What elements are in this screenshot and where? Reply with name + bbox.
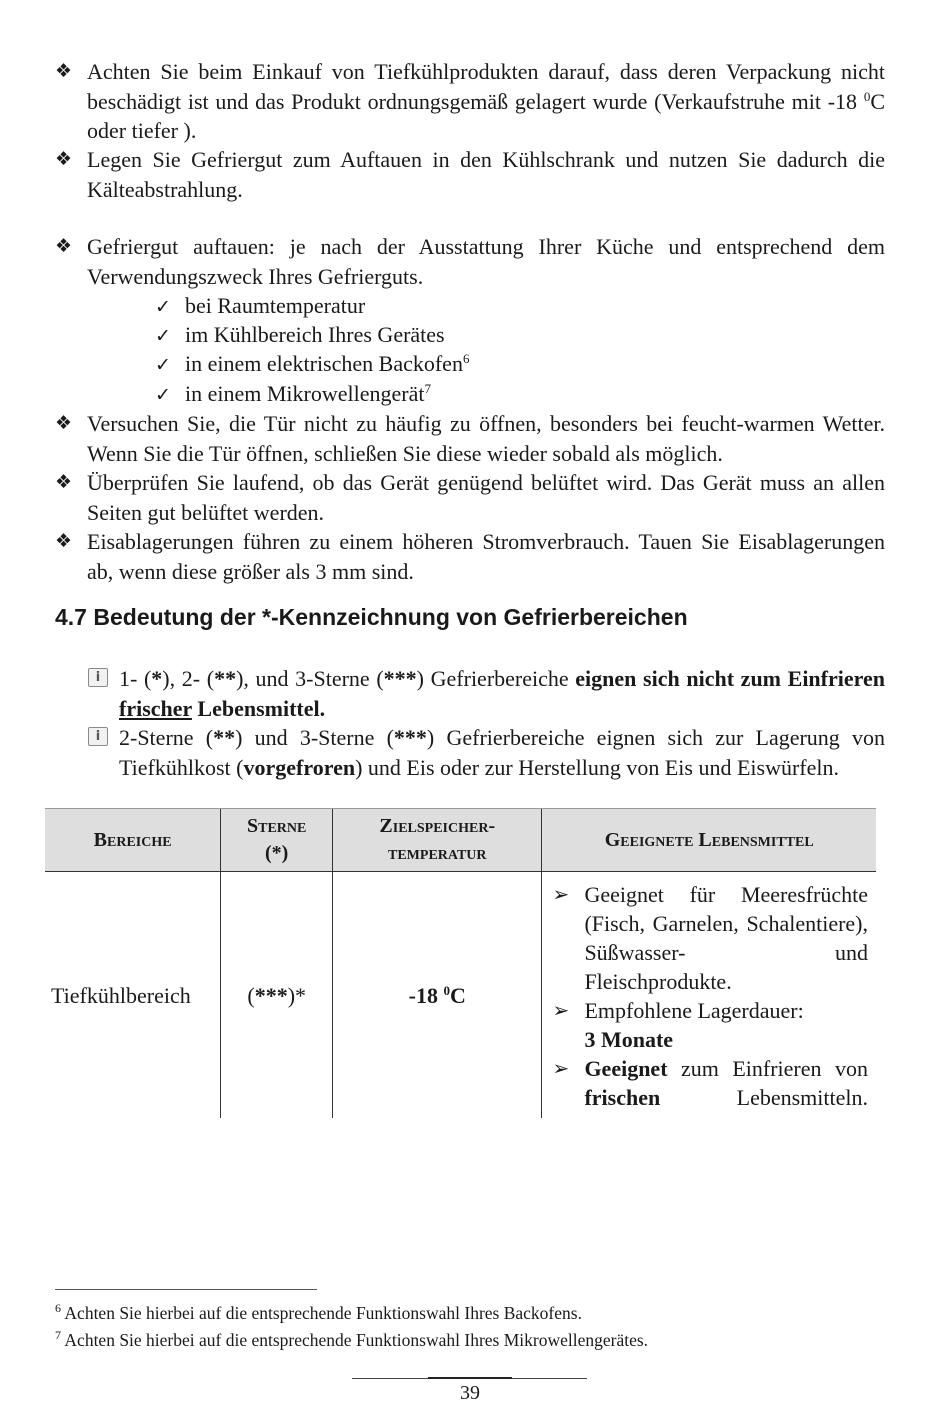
table-header-row <box>45 809 876 872</box>
diamond-bullet-icon: ❖ <box>55 60 73 82</box>
cell-foods <box>542 872 876 1119</box>
diamond-bullet-icon: ❖ <box>55 530 73 552</box>
bullet-item <box>55 145 885 204</box>
footnote: $^7$ Achten Sie hierbei auf die entsprechende Funktionswahl Ihres Mikrowellengerätes. <box>55 1328 649 1350</box>
bullet-item <box>55 232 885 291</box>
diamond-bullet-icon: ❖ <box>55 412 73 434</box>
table-row <box>45 872 876 1119</box>
diamond-bullet-icon: ❖ <box>55 235 73 257</box>
checklist-item: ✓ in einem elektrischen Backofen$^6$ <box>155 349 755 381</box>
bullet-text: Überprüfen Sie laufend, ob das Gerät genügend belüftet wird. Das Gerät muss an allen Seiten gut belüftet werden. <box>87 470 885 525</box>
bullet-text: Achten Sie beim Einkauf von Tiefkühlprodukten darauf, dass deren Verpackung nicht beschädigt ist und das Produkt ordnungsgemäß gelagert wurde (Verkaufstruhe mit -18 $^0$C oder tiefer ). <box>87 59 885 143</box>
arrowhead-bullet-icon: ➢ <box>552 1056 570 1080</box>
bullet-text: Gefriergut auftauen: je nach der Ausstattung Ihrer Küche und entsprechend dem Verwendungszweck Ihres Gefrierguts. <box>87 234 885 289</box>
page-number-rule-accent <box>428 1377 512 1379</box>
cell-stars: (***)* <box>221 872 333 1119</box>
checkmark-icon: ✓ <box>155 325 171 347</box>
footnote-ref[interactable]: 7 <box>424 381 431 396</box>
bullet-text: Versuchen Sie, die Tür nicht zu häufig zu öffnen, besonders bei feucht-warmen Wetter. Wenn Sie die Tür öffnen, schließen Sie diese wieder sobald als möglich. <box>87 411 885 466</box>
info-icon: i <box>88 727 108 746</box>
footnote-ref[interactable]: 6 <box>462 351 470 366</box>
list-item: ➢ Empfohlene Lagerdauer: 3 Monate <box>552 998 804 1052</box>
info-note <box>88 723 885 782</box>
checklist-item: ✓ in einem Mikrowellengerät$^7$ <box>155 379 755 411</box>
info-icon: i <box>88 668 108 687</box>
footnote-separator <box>55 1289 317 1290</box>
footnote: $^6$ Achten Sie hierbei auf die entsprechende Funktionswahl Ihres Backofens. <box>55 1301 582 1323</box>
arrowhead-bullet-icon: ➢ <box>552 998 570 1022</box>
checkmark-icon: ✓ <box>155 384 171 406</box>
header-bereiche: Bereiche <box>45 809 221 872</box>
checkmark-icon: ✓ <box>155 296 171 318</box>
header-temperatur: Zielspeicher- temperatur <box>333 809 542 872</box>
info-text: 1- (*), 2- (**), und 3-Sterne (***) Gefrierbereiche eignen sich nicht zum Einfrieren frischer Lebensmittel. <box>119 666 885 721</box>
bullet-item <box>55 57 885 146</box>
cell-temperature: -18 $^0$C <box>333 872 542 1119</box>
diamond-bullet-icon: ❖ <box>55 148 73 170</box>
page-number: 39 <box>460 1382 480 1404</box>
bullet-item <box>55 468 885 527</box>
foods-list <box>550 872 868 1118</box>
bullet-item <box>55 527 885 586</box>
cell-area: Tiefkühlbereich <box>51 982 191 1008</box>
header-sterne: Sterne (*) <box>221 809 333 872</box>
freezer-stars-table <box>45 808 876 1118</box>
arrowhead-bullet-icon: ➢ <box>552 882 570 906</box>
info-text: 2-Sterne (**) und 3-Sterne (***) Gefrierbereiche eignen sich zur Lagerung von Tiefkühlkost (vorgefroren) und Eis oder zur Herstellung von Eis und Eiswürfeln. <box>119 725 886 780</box>
checklist-item: ✓ im Kühlbereich Ihres Gerätes <box>155 320 755 352</box>
list-item: ➢ Geeignet zum Einfrieren von frischen Lebensmitteln. <box>552 1056 868 1110</box>
header-lebensmittel: Geeignete Lebensmittel <box>542 809 876 872</box>
bullet-item <box>55 409 885 468</box>
bullet-text: Eisablagerungen führen zu einem höheren Stromverbrauch. Tauen Sie Eisablagerungen ab, wenn diese größer als 3 mm sind. <box>87 529 885 584</box>
bullet-text: Legen Sie Gefriergut zum Auftauen in den Kühlschrank und nutzen Sie dadurch die Kälteabstrahlung. <box>87 147 885 202</box>
list-item: ➢ Geeignet für Meeresfrüchte (Fisch, Garnelen, Schalentiere), Süßwasser- und Fleischprodukte. <box>552 882 868 994</box>
info-note <box>88 664 885 723</box>
diamond-bullet-icon: ❖ <box>55 471 73 493</box>
checkmark-icon: ✓ <box>155 354 171 376</box>
checklist-item: ✓ bei Raumtemperatur <box>155 291 755 323</box>
section-heading: 4.7 Bedeutung der *-Kennzeichnung von Gefrierbereichen <box>55 604 688 630</box>
